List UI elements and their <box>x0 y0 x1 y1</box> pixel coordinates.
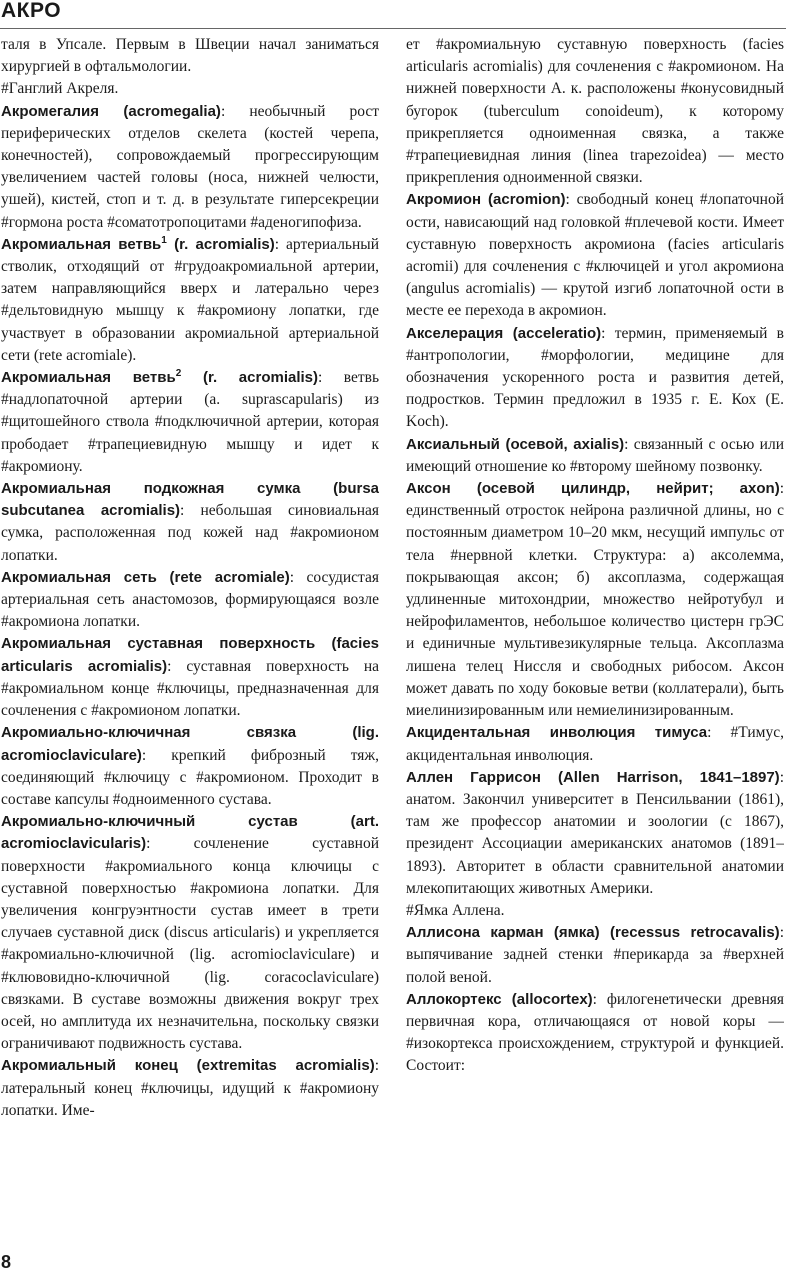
dictionary-entry <box>1 234 379 367</box>
entry-term <box>1 569 290 586</box>
entry-term <box>406 325 601 342</box>
entry-body: : связанный с осью или имеющий отношение ко #второму шейному позвонку. <box>406 435 784 475</box>
entry-term <box>406 436 624 453</box>
entry-body: : сосудистая артериальная сеть анастомозов, формирующаяся возле #акромиона лопатки. <box>1 568 379 631</box>
entry-body: : артериальный стволик, отходящий от #грудоакромиальной артерии, затем направляющийся вверх и латерально через #дельтовидную мышцу к #акромиону лопатки, где участвует в образовании акромиальной артериальной сети (rete acromiale). <box>1 235 379 364</box>
dictionary-entry <box>406 989 784 1078</box>
entry-term <box>1 236 275 253</box>
entry-body: : термин, применяемый в #антропологии, #морфологии, медицине для обозначения ускоренного роста и развития детей, подростков. Термин предложил в 1935 г. Е. Кох (E. Koch). <box>406 324 784 431</box>
entry-body: : единственный отросток нейрона различной длины, но с постоянным диаметром 10–20 мкм, несущий импульс от тела #нервной клетки. Структура: а) аксолемма, покрывающая аксон; б) аксоплазма, содержащая удлиненные митохондрии, множество нейротубул и нейрофиламентов, небольшое количество цистерн грЭС и единичные мультивезикулярные тельца. Аксоплазма лишена телец Ниссля и свободных рибосом. Аксон может давать по ходу боковые ветви (коллатерали), быть миелинизированным или немиелинизированным. <box>406 480 784 720</box>
entry-term-text: Акромиальная ветвь <box>1 369 176 387</box>
entry-body: : необычный рост периферических отделов скелета (костей черепа, конечностей), сопровождаемый прогрессирующим увеличением частей головы (носа, нижней челюсти, ушей), кистей, стоп и т. д. в результате гиперсекреции #гормона роста #соматотропоцитами #аденогипофиза. <box>1 102 379 231</box>
entry-body: : филогенетически древняя первичная кора, отличающаяся от новой коры — #изокортекса происхождением, структурой и функцией. Состоит: <box>406 990 784 1075</box>
entry-term <box>406 480 780 497</box>
entry-body: : суставная поверхность на #акромиальном конце #ключицы, предназначенная для сочленения с #акромионом лопатки. <box>1 657 379 720</box>
entry-term-text: Аллисона карман (ямка) (recessus retrocavalis) <box>406 924 780 942</box>
entry-term-text: Аксиальный (осевой, axialis) <box>406 435 625 453</box>
dictionary-entry <box>406 922 784 989</box>
dictionary-entry <box>1 34 379 78</box>
entry-body: : латеральный конец #ключицы, идущий к #акромиону лопатки. Име- <box>1 1057 379 1119</box>
entry-body: : #Тимус, акцидентальная инволюция. <box>406 724 784 764</box>
entry-term-text: Аллен Гаррисон (Allen Harrison, 1841–1897) <box>406 768 780 786</box>
right-column <box>406 34 784 1249</box>
entry-body: : небольшая синовиальная сумка, расположенная под кожей над #акромионом лопатки. <box>1 502 379 564</box>
dictionary-entry <box>1 478 379 567</box>
entry-body: #Ганглий Акреля. <box>1 80 119 98</box>
dictionary-entry <box>1 1055 379 1122</box>
entry-term <box>406 724 707 741</box>
entry-term-text: Акромиальная подкожная сумка (bursa subcutanea acromialis) <box>1 480 379 520</box>
entry-term-latin: (r. acromialis) <box>166 235 275 253</box>
dictionary-entry <box>406 478 784 722</box>
entry-term <box>406 769 780 786</box>
entry-term <box>406 191 566 208</box>
dictionary-entry <box>1 78 379 100</box>
entry-term-text: Акромиальная сеть (rete acromiale) <box>1 568 290 586</box>
dictionary-entry <box>406 323 784 434</box>
entry-body: ет #акромиальную суставную поверхность (facies articularis acromialis) для сочленения с #акромионом. На нижней поверхности А. к. расположены #конусовидный бугорок (tuberculum conoideum), к которому прикрепляется одноименная связка, а также #трапециевидная линия (linea trapezoidea) — место прикрепления одноименной связки. <box>406 36 784 187</box>
dictionary-entry <box>1 722 379 811</box>
entry-term-superscript: 1 <box>161 234 167 246</box>
entry-term <box>1 1057 375 1074</box>
entry-term <box>1 103 221 120</box>
dictionary-entry <box>406 767 784 900</box>
entry-term-text: Акромиальный конец (extremitas acromialis) <box>1 1057 375 1075</box>
entry-term-text: Акцидентальная инволюция тимуса <box>406 724 708 742</box>
running-head-word: АКРО <box>1 0 62 22</box>
entry-term-text: Акселерация (acceleratio) <box>406 324 602 342</box>
entry-term <box>406 924 780 941</box>
entry-body: #Ямка Аллена. <box>406 901 505 919</box>
entry-body: : свободный конец #лопаточной ости, нависающий над головкой #плечевой кости. Имеет суставную поверхность акромиона (facies articularis acromii) для сочленения с #ключицей и угол акромиона (angulus acromialis) — крутой изгиб лопаточной ости в месте ее перехода в акромион. <box>406 191 784 320</box>
dictionary-entry <box>1 811 379 1055</box>
entry-body: : сочленение суставной поверхности #акромиального конца ключицы с суставной поверхностью #акромиона лопатки. Для увеличения конгруэнтности сустав имеет в трети случаев суставной диск (discus articularis) и укрепляется #акромиально-ключичной (lig. acromioclaviculare) и #клювовидно-ключичной (lig. coracoclaviculare) связками. В суставе возможны движения вокруг трех осей, но амплитуда их незначительна, поскольку связки ограничивают подвижность сустава. <box>1 835 379 1053</box>
entry-body: : анатом. Закончил университет в Пенсильвании (1861), там же профессор анатомии и зоологии (с 1867), президент Ассоциации американских анатомов (1891–1893). Авторитет в области сравнительной анатомии млекопитающих животных Америки. <box>406 768 784 897</box>
entry-term-text: Акромиальная ветвь <box>1 235 162 253</box>
entry-term-superscript: 2 <box>175 368 182 380</box>
entry-term-text: Акромиально-ключичный сустав (art. acromioclavicularis) <box>1 813 379 853</box>
entry-body: : крепкий фиброзный тяж, соединяющий #ключицу с #акромионом. Проходит в составе капсулы #одноименного сустава. <box>1 746 379 808</box>
entry-term <box>406 991 593 1008</box>
dictionary-entry <box>406 722 784 766</box>
running-header <box>0 0 786 29</box>
dictionary-entry <box>1 633 379 722</box>
entry-term-text: Акромиально-ключичная связка (lig. acromioclaviculare) <box>1 724 379 764</box>
entry-term-latin: (r. acromialis) <box>181 369 319 387</box>
entry-term <box>1 369 318 386</box>
entry-term-text: Акромегалия (acromegalia) <box>1 102 221 120</box>
left-column <box>1 34 379 1249</box>
dictionary-entry <box>1 567 379 634</box>
entry-term-text: Аллокортекс (allocortex) <box>406 990 593 1008</box>
entry-term-text: Акромион (acromion) <box>406 191 566 209</box>
entry-body: таля в Упсале. Первым в Швеции начал заниматься хирургией в офтальмологии. <box>1 36 379 76</box>
entry-term-text: Аксон (осевой цилиндр, нейрит; axon) <box>406 480 780 498</box>
dictionary-entry <box>1 101 379 234</box>
dictionary-entry <box>406 34 784 189</box>
entry-body: : ветвь #надлопаточной артерии (a. suprascapularis) из #щитошейного ствола #подключичной артерии, которая прободает #трапециевидную мышцу и идет к #акромиону. <box>1 369 379 475</box>
dictionary-entry <box>406 189 784 322</box>
page-number: 8 <box>1 1252 12 1272</box>
entry-term-text: Акромиальная суставная поверхность (facies articularis acromialis) <box>1 635 379 675</box>
dictionary-entry <box>1 367 379 478</box>
dictionary-entry <box>406 434 784 478</box>
dictionary-entry <box>406 900 784 922</box>
entry-body: : выпячивание задней стенки #перикарда за #верхней полой веной. <box>406 924 784 986</box>
